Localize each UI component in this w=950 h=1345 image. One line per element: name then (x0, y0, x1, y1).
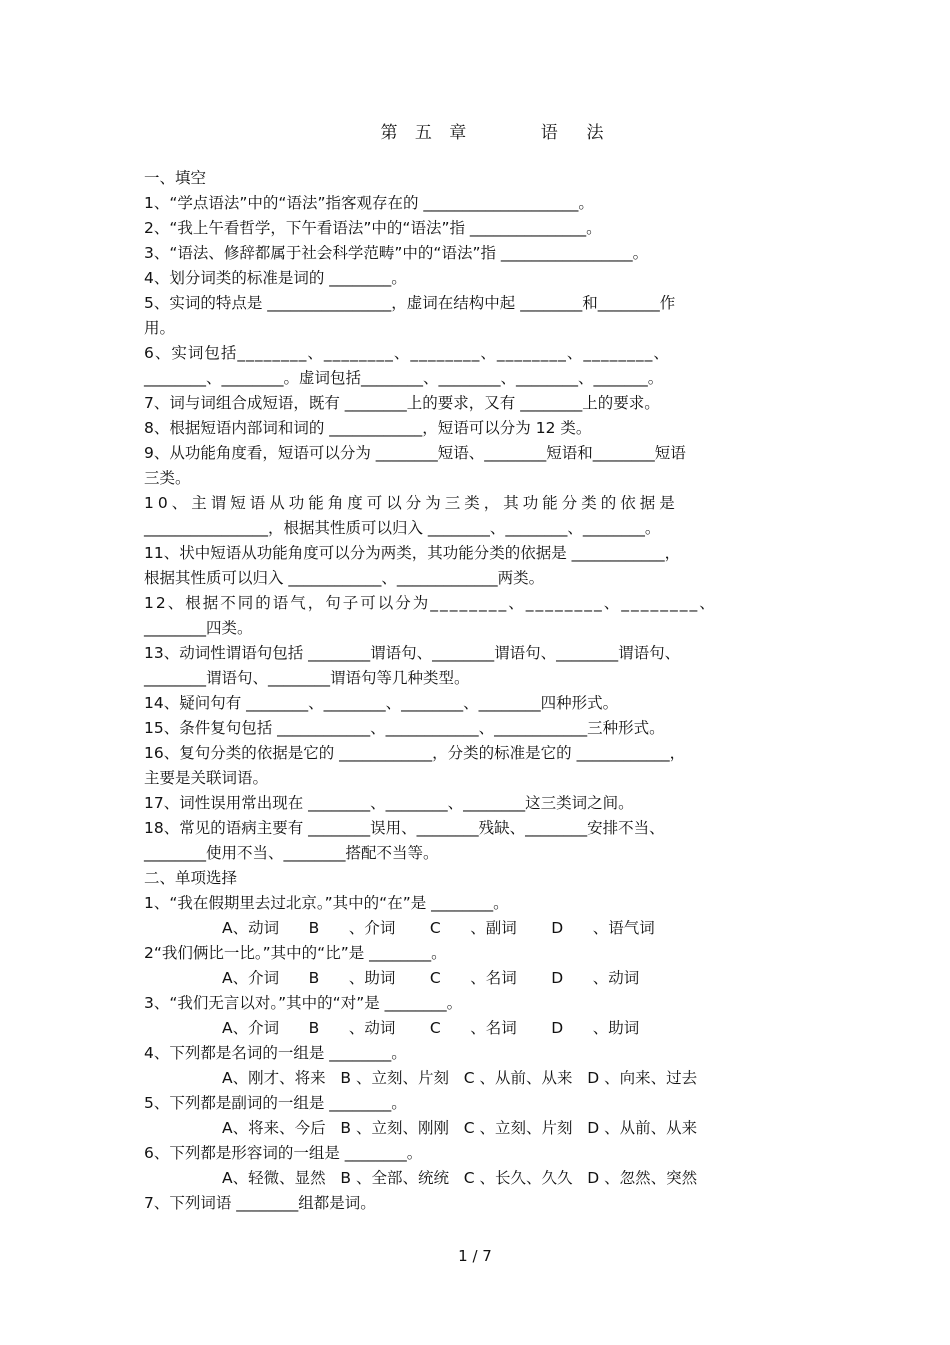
question-line: ________谓语句、________谓语句等几种类型。 (144, 669, 470, 687)
answer-options: A、介词 B 、动词 C 、名词 D 、助词 (222, 1019, 640, 1037)
question-line: 主要是关联词语。 (144, 769, 269, 787)
question-line: 1、“我在假期里去过北京。”其中的“在”是 ________。 (144, 894, 509, 912)
question-line: 3、“我们无言以对。”其中的“对”是 ________。 (144, 994, 463, 1012)
question-line: 12、根据不同的语气，句子可以分为________、________、________、 (144, 594, 717, 612)
answer-options: A、动词 B 、介词 C 、副词 D 、语气词 (222, 919, 655, 937)
question-line: 用。 (144, 319, 176, 337)
question-line: 15、条件复句包括 ____________、____________、____________三种形式。 (144, 719, 665, 737)
question-line: 6、实词包括________、________、________、________、________、 (144, 344, 670, 362)
question-line: ________四类。 (144, 619, 253, 637)
question-line: 5、下列都是副词的一组是 ________。 (144, 1094, 407, 1112)
question-line: 1、“学点语法”中的“语法”指客观存在的 ____________________。 (144, 194, 594, 212)
chapter-title: 第 五 章 语 法 (380, 123, 610, 143)
page-number: 1 / 7 (458, 1247, 492, 1265)
question-line: 18、常见的语病主要有 ________误用、________残缺、________安排不当、 (144, 819, 665, 837)
question-line: 7、下列词语 ________组都是词。 (144, 1194, 376, 1212)
question-line: ________________，根据其性质可以归入 ________、________、________。 (144, 519, 661, 537)
question-line: 17、词性误用常出现在 ________、________、________这三类词之间。 (144, 794, 634, 812)
section-heading-fill-blank: 一、填空 (144, 169, 207, 187)
question-line: 2、“我上午看哲学，下午看语法”中的“语法”指 _______________。 (144, 219, 602, 237)
question-line: 11、状中短语从功能角度可以分为两类，其功能分类的依据是 ____________， (144, 544, 681, 562)
question-line: ________、________。虚词包括________、________、________、_______。 (144, 369, 664, 387)
question-line: 2“我们俩比一比。”其中的“比”是 ________。 (144, 944, 447, 962)
answer-options: A、介词 B 、助词 C 、名词 D 、动词 (222, 969, 640, 987)
question-line: 根据其性质可以归入 ____________、_____________两类。 (144, 569, 545, 587)
question-line: 9、从功能角度看，短语可以分为 ________短语、________短语和________短语 (144, 444, 686, 462)
question-line: ________使用不当、________搭配不当等。 (144, 844, 439, 862)
question-line: 4、下列都是名词的一组是 ________。 (144, 1044, 407, 1062)
question-line: 16、复句分类的依据是它的 ____________，分类的标准是它的 ____________， (144, 744, 686, 762)
question-line: 14、疑问句有 ________、________、________、________四种形式。 (144, 694, 619, 712)
answer-options: A、将来、今后 B 、立刻、刚刚 C 、立刻、片刻 D 、从前、从来 (222, 1119, 698, 1137)
section-heading-single-choice: 二、单项选择 (144, 869, 238, 887)
question-line: 7、词与词组合成短语，既有 ________上的要求，又有 ________上的要求。 (144, 394, 660, 412)
question-line: 3、“语法、修辞都属于社会科学范畴”中的“语法”指 _________________。 (144, 244, 649, 262)
question-line: 8、根据短语内部词和词的 ____________，短语可以分为 12 类。 (144, 419, 592, 437)
question-line: 13、动词性谓语句包括 ________谓语句、________谓语句、________谓语句、 (144, 644, 681, 662)
question-line: 5、实词的特点是 ________________，虚词在结构中起 ________和________作 (144, 294, 676, 312)
exercise-content (144, 166, 806, 1216)
question-line: 10、主谓短语从功能角度可以分为三类，其功能分类的依据是 (144, 494, 679, 512)
question-line: 6、下列都是形容词的一组是 ________。 (144, 1144, 423, 1162)
answer-options: A、刚才、将来 B 、立刻、片刻 C 、从前、从来 D 、向来、过去 (222, 1069, 698, 1087)
question-line: 4、划分词类的标准是词的 ________。 (144, 269, 407, 287)
question-line: 三类。 (144, 469, 191, 487)
answer-options: A、轻微、显然 B 、全部、统统 C 、长久、久久 D 、忽然、突然 (222, 1169, 698, 1187)
